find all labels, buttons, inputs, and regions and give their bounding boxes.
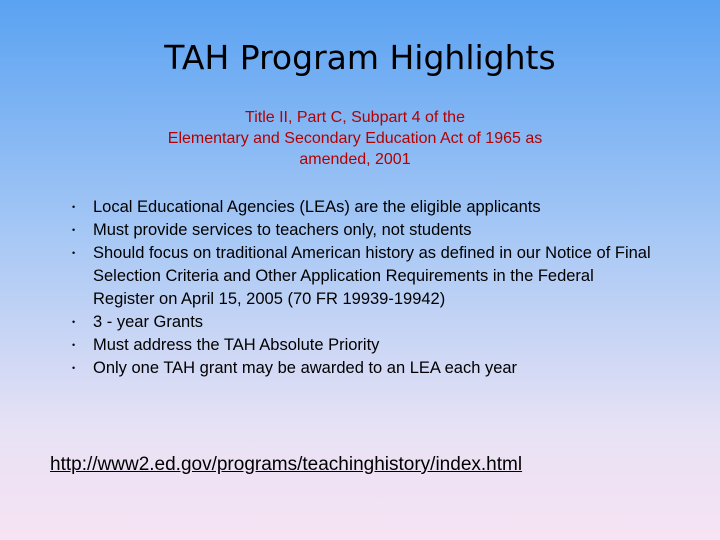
bullet-text: Must provide services to teachers only, not students bbox=[93, 221, 472, 239]
subtitle-line: amended, 2001 bbox=[299, 151, 411, 168]
bullet-list bbox=[72, 196, 652, 380]
bullet-text: Only one TAH grant may be awarded to an LEA each year bbox=[93, 359, 518, 377]
subtitle-line: Title II, Part C, Subpart 4 of the bbox=[245, 109, 465, 126]
bullet-text: 3 - year Grants bbox=[93, 313, 204, 331]
bullet-item bbox=[72, 196, 652, 219]
subtitle-line: Elementary and Secondary Education Act of 1965 as bbox=[167, 130, 543, 147]
bullet-item bbox=[72, 219, 652, 242]
bullet-icon: • bbox=[72, 340, 76, 350]
bullet-item bbox=[72, 334, 652, 357]
bullet-text: Local Educational Agencies (LEAs) are the eligible applicants bbox=[93, 198, 541, 216]
bullet-icon: • bbox=[72, 248, 76, 258]
subtitle bbox=[90, 107, 620, 170]
bullet-icon: • bbox=[72, 225, 76, 235]
bullet-item bbox=[72, 357, 652, 380]
program-link[interactable]: http://www2.ed.gov/programs/teachinghistory/index.html bbox=[50, 454, 523, 475]
bullet-icon: • bbox=[72, 363, 76, 373]
bullet-icon: • bbox=[72, 317, 76, 327]
bullet-text: Must address the TAH Absolute Priority bbox=[93, 336, 380, 354]
bullet-item bbox=[72, 311, 652, 334]
slide-title: TAH Program Highlights bbox=[164, 38, 556, 77]
bullet-icon: • bbox=[72, 202, 76, 212]
bullet-text: Should focus on traditional American history as defined in our Notice of Final Selection Criteria and Other Application Requirements in the Federal Register on April 15, 2005 (70 FR 19939-19942) bbox=[93, 244, 651, 308]
bullet-item bbox=[72, 242, 652, 311]
